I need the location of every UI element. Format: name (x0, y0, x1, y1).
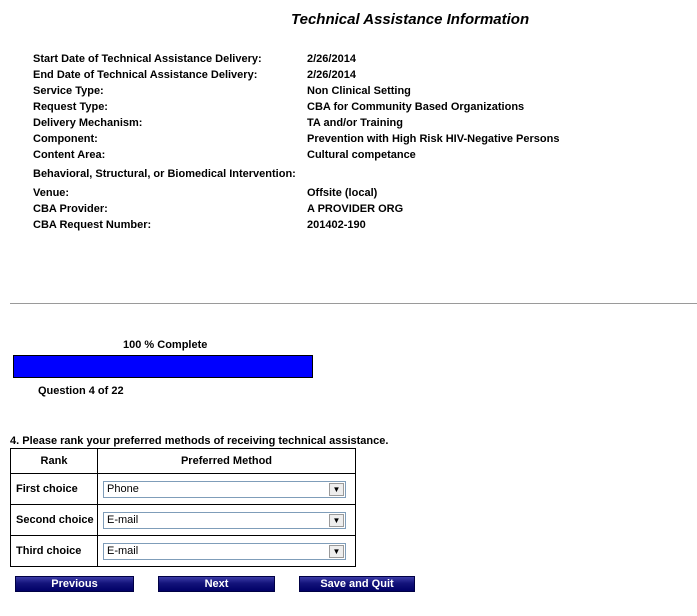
info-value: Non Clinical Setting (307, 85, 411, 97)
next-button[interactable]: Next (158, 576, 275, 592)
ta-info-table (30, 51, 562, 233)
info-label: CBA Provider: (33, 203, 108, 215)
info-value: CBA for Community Based Organizations (307, 101, 525, 113)
info-row-venue (30, 185, 562, 201)
method-column-header: Preferred Method (98, 449, 356, 474)
method-cell (98, 505, 356, 536)
info-label: CBA Request Number: (33, 219, 152, 231)
rank-row-third (11, 536, 356, 567)
info-label: Request Type: (33, 101, 108, 113)
second-choice-select[interactable] (103, 512, 346, 529)
select-value: E-mail (107, 513, 139, 526)
info-row-service-type (30, 83, 562, 99)
info-value: 2/26/2014 (307, 53, 356, 65)
select-value: E-mail (107, 544, 139, 557)
progress-bar (13, 355, 313, 378)
save-and-quit-button[interactable]: Save and Quit (299, 576, 415, 592)
info-label: Service Type: (33, 85, 104, 97)
method-cell (98, 474, 356, 505)
info-row-request-number (30, 217, 562, 233)
select-value: Phone (107, 482, 139, 495)
info-label: Venue: (33, 187, 70, 199)
question-text: 4. Please rank your preferred methods of receiving technical assistance. (10, 435, 389, 447)
chevron-down-icon[interactable]: ▼ (329, 545, 344, 558)
info-row-component (30, 131, 562, 147)
info-value: A PROVIDER ORG (307, 203, 404, 215)
info-row-end-date (30, 67, 562, 83)
first-choice-select[interactable] (103, 481, 346, 498)
info-label: Behavioral, Structural, or Biomedical Intervention: (33, 168, 296, 180)
info-value: TA and/or Training (307, 117, 403, 129)
method-cell (98, 536, 356, 567)
info-row-request-type (30, 99, 562, 115)
info-label: Delivery Mechanism: (33, 117, 143, 129)
info-value: 201402-190 (307, 219, 366, 231)
section-divider (10, 303, 697, 304)
question-counter: Question 4 of 22 (38, 385, 124, 397)
third-choice-select[interactable] (103, 543, 346, 560)
info-label: Start Date of Technical Assistance Delivery: (33, 53, 262, 65)
chevron-down-icon[interactable]: ▼ (329, 483, 344, 496)
info-row-delivery-mechanism (30, 115, 562, 131)
info-label: Content Area: (33, 149, 106, 161)
rank-table (10, 448, 356, 567)
progress-fill (14, 356, 312, 377)
info-value: Prevention with High Risk HIV-Negative Persons (307, 133, 560, 145)
rank-label: Second choice (11, 505, 98, 536)
info-row-content-area (30, 147, 562, 163)
rank-label: Third choice (11, 536, 98, 567)
progress-percent-label: 100 % Complete (123, 339, 208, 351)
info-label: End Date of Technical Assistance Delivery: (33, 69, 258, 81)
info-value: Offsite (local) (307, 187, 378, 199)
info-value: Cultural competance (307, 149, 416, 161)
rank-row-first (11, 474, 356, 505)
rank-row-second (11, 505, 356, 536)
previous-button[interactable]: Previous (15, 576, 134, 592)
chevron-down-icon[interactable]: ▼ (329, 514, 344, 527)
info-row-intervention (30, 163, 562, 185)
info-row-start-date (30, 51, 562, 67)
info-value (304, 163, 562, 185)
info-label: Component: (33, 133, 98, 145)
rank-column-header: Rank (11, 449, 98, 474)
info-value: 2/26/2014 (307, 69, 356, 81)
info-row-cba-provider (30, 201, 562, 217)
rank-label: First choice (11, 474, 98, 505)
rank-table-header (11, 449, 356, 474)
page-title: Technical Assistance Information (291, 11, 530, 28)
